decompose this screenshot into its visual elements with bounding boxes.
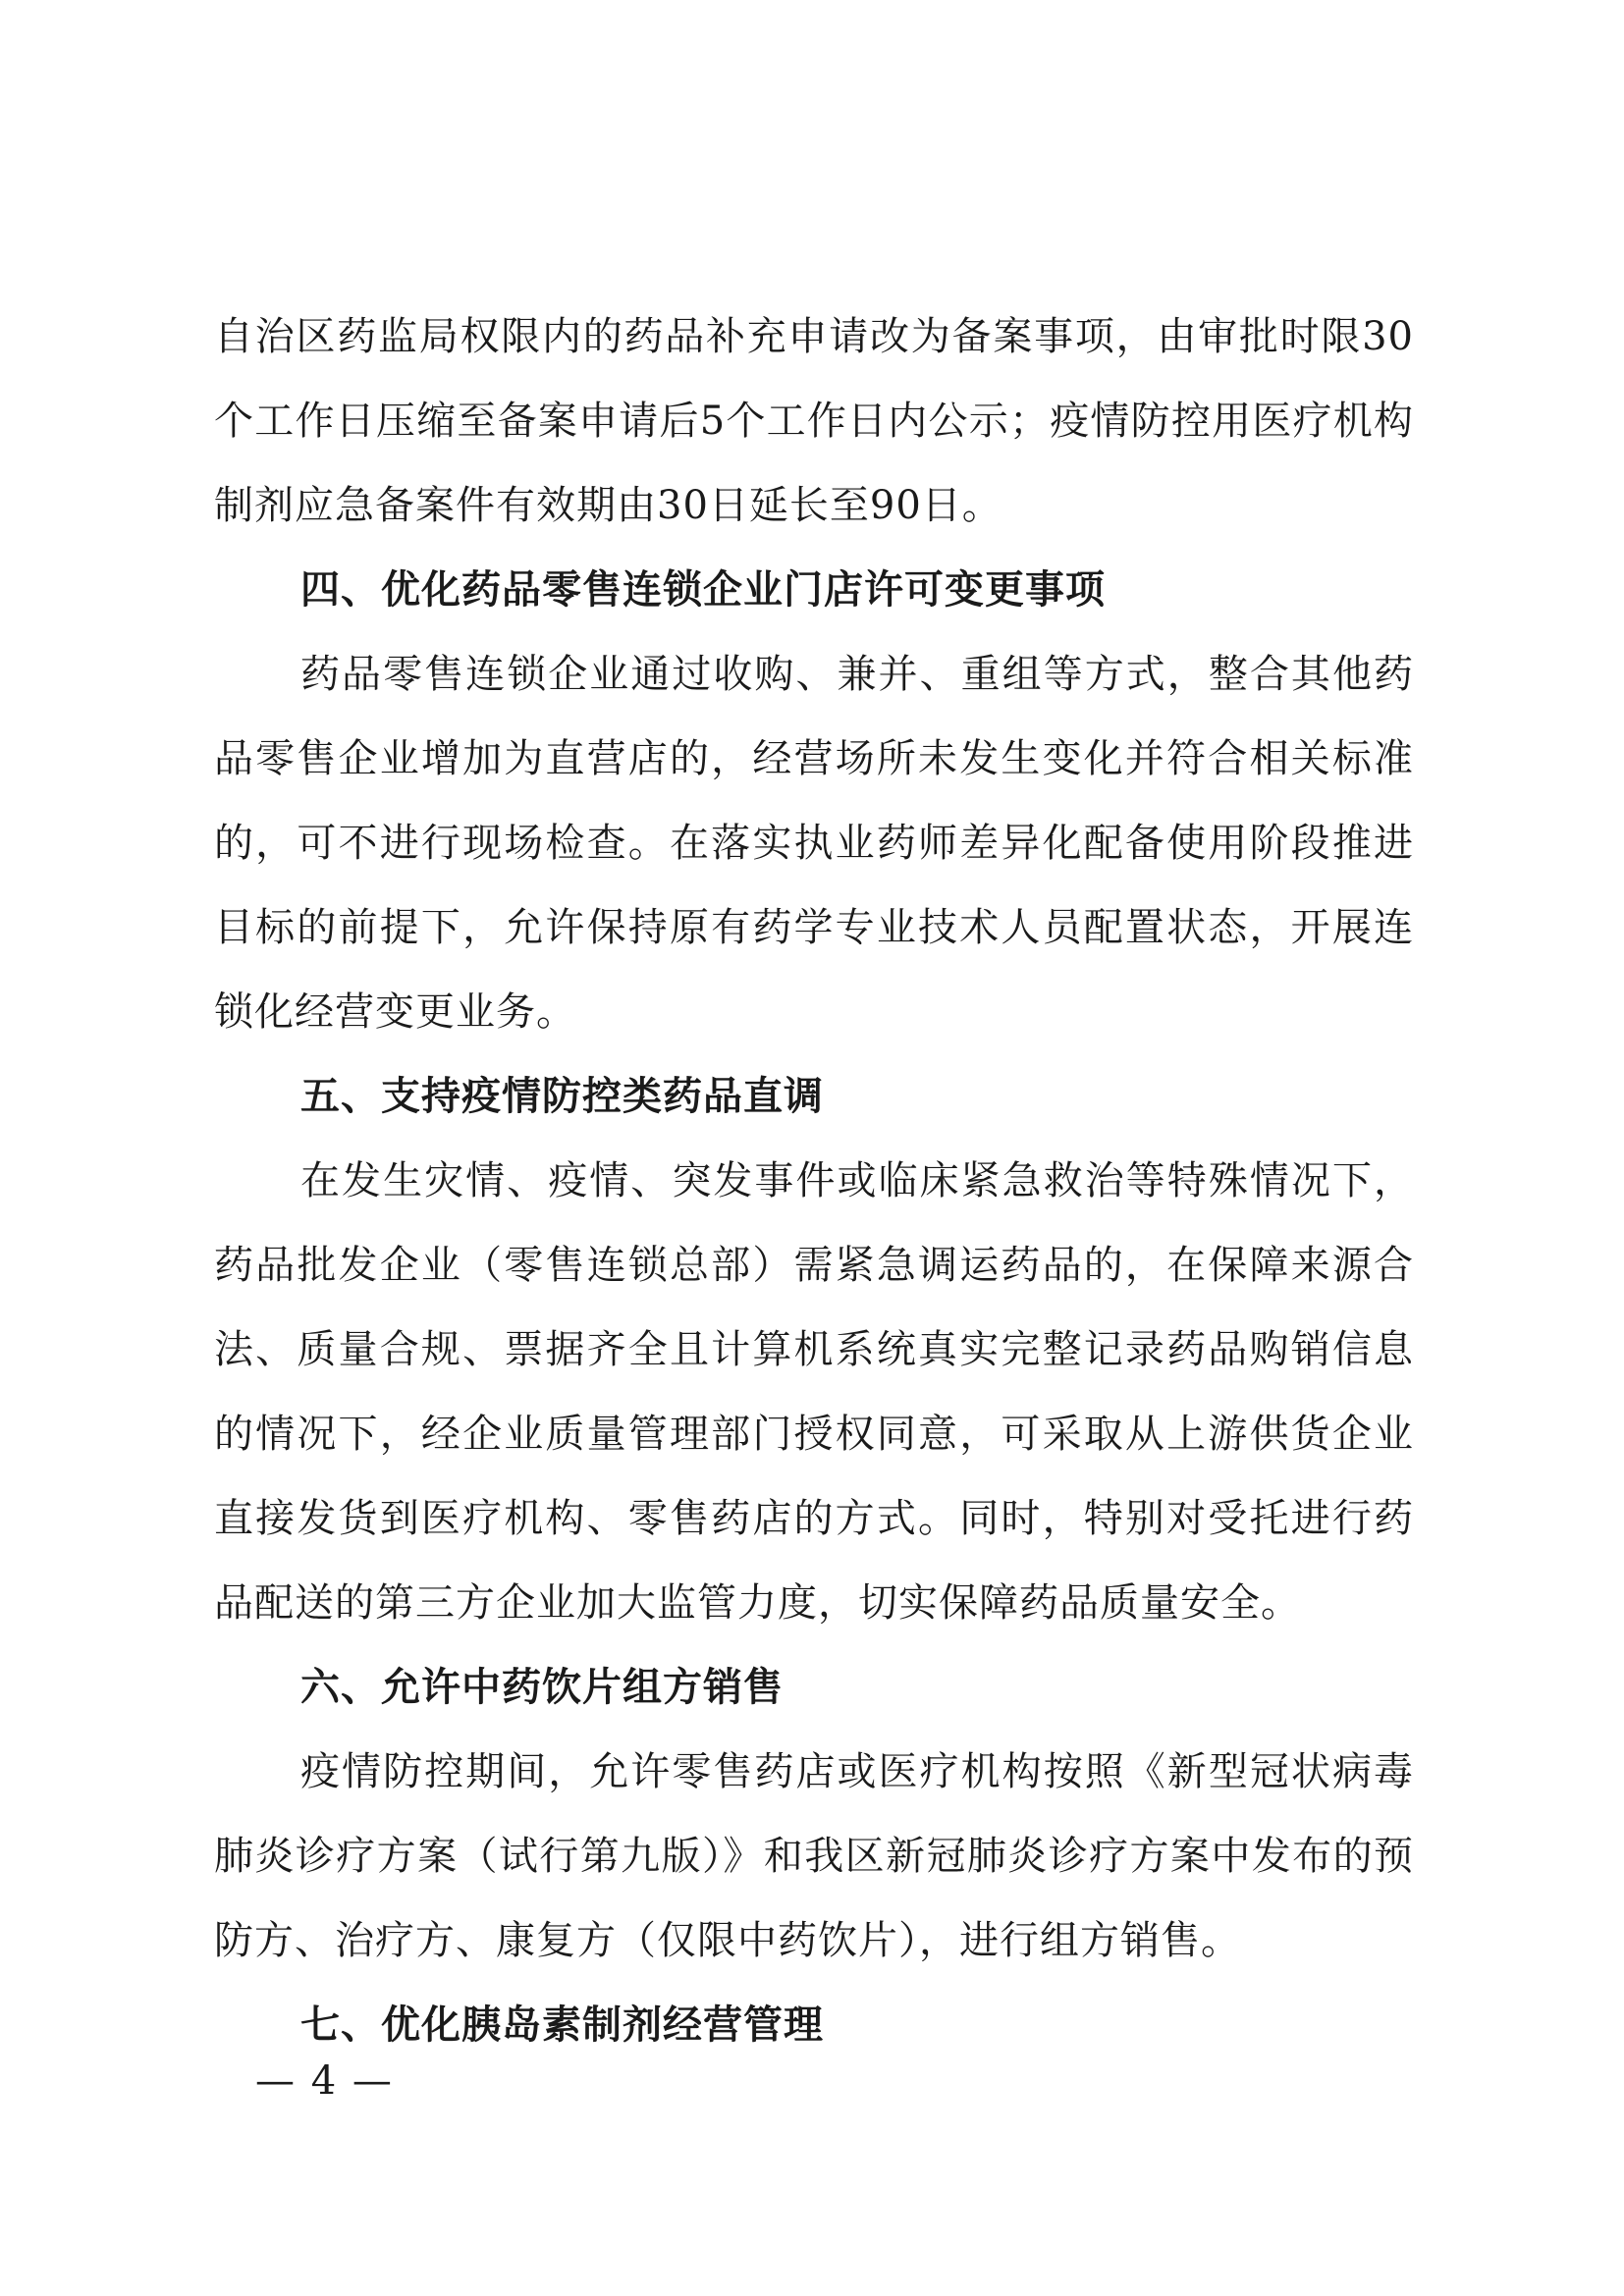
section-heading-6: 六、允许中药饮片组方销售 [300,1665,784,1710]
paragraph-section-5: 在发生灾情、疫情、突发事件或临床紧急救治等特殊情况下，药品批发企业（零售连锁总部）需紧急调运药品的，在保障来源合法、质量合规、票据齐全且计算机系统真实完整记录药品购销信息的情况下，经企业质量管理部门授权同意，可采取从上游供货企业直接发货到医疗机构、零售药店的方式。同时，特别对受托进行药品配送的第三方企业加大监管力度，切实保障药品质量安全。 [214,1158,1414,1626]
paragraph-section-6: 疫情防控期间，允许零售药店或医疗机构按照《新型冠状病毒肺炎诊疗方案（试行第九版）》和我区新冠肺炎诊疗方案中发布的预防方、治疗方、康复方（仅限中药饮片），进行组方销售。 [214,1749,1414,1963]
paragraph-section-4: 药品零售连锁企业通过收购、兼并、重组等方式，整合其他药品零售企业增加为直营店的，经营场所未发生变化并符合相关标准的，可不进行现场检查。在落实执业药师差异化配备使用阶段推进目标的前提下，允许保持原有药学专业技术人员配置状态，开展连锁化经营变更业务。 [214,652,1414,1035]
paragraph-continued: 自治区药监局权限内的药品补充申请改为备案事项，由审批时限30个工作日压缩至备案申请后5个工作日内公示；疫情防控用医疗机构制剂应急备案件有效期由30日延长至90日。 [214,314,1414,528]
page-number: — 4 — [255,2058,394,2104]
section-heading-7: 七、优化胰岛素制剂经营管理 [300,2002,824,2048]
document-body [214,294,1414,2067]
section-heading-4: 四、优化药品零售连锁企业门店许可变更事项 [300,567,1106,613]
section-heading-5: 五、支持疫情防控类药品直调 [300,1074,824,1119]
